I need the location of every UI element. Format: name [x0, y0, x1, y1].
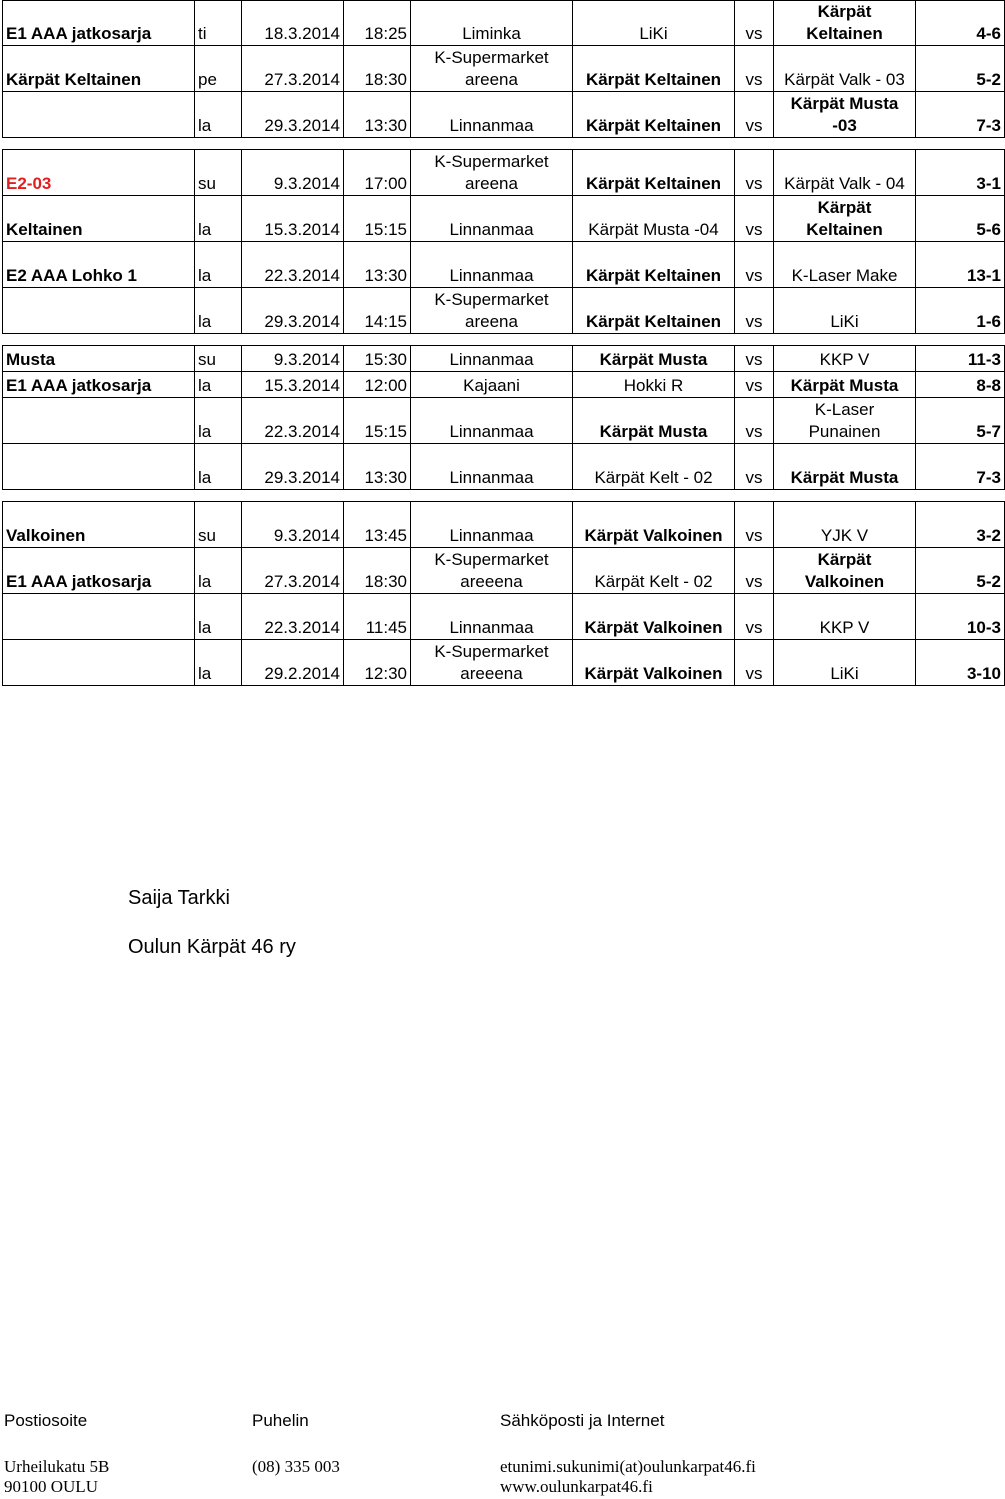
footer-postal-label: Postiosoite: [4, 1411, 88, 1430]
away-team: Kärpät Musta: [774, 444, 916, 490]
score: 11-3: [916, 346, 1005, 372]
vs-label: vs: [735, 242, 774, 288]
match-row: [3, 150, 1005, 196]
match-row: [3, 640, 1005, 686]
home-team: Kärpät Musta -04: [573, 196, 735, 242]
venue: Linnanmaa: [411, 242, 573, 288]
match-time: 15:30: [344, 346, 411, 372]
section-gap: [3, 334, 1005, 346]
team-label: E1 AAA jatkosarja: [3, 548, 195, 594]
team-label: [3, 288, 195, 334]
vs-label: vs: [735, 444, 774, 490]
match-date: 27.3.2014: [242, 46, 344, 92]
score: 4-6: [916, 1, 1005, 46]
footer-address-line1: Urheilukatu 5B: [4, 1457, 110, 1476]
match-date: 22.3.2014: [242, 594, 344, 640]
match-row: [3, 548, 1005, 594]
match-date: 18.3.2014: [242, 1, 344, 46]
venue: Liminka: [411, 1, 573, 46]
away-team: Kärpät Musta: [774, 372, 916, 398]
venue: Linnanmaa: [411, 502, 573, 548]
home-team: Kärpät Musta: [573, 346, 735, 372]
score: 1-6: [916, 288, 1005, 334]
match-time: 17:00: [344, 150, 411, 196]
weekday: la: [195, 372, 242, 398]
match-row: [3, 196, 1005, 242]
home-team: Kärpät Keltainen: [573, 46, 735, 92]
team-label: E1 AAA jatkosarja: [3, 372, 195, 398]
away-team: Kärpät Valk - 04: [774, 150, 916, 196]
match-time: 13:30: [344, 444, 411, 490]
away-team: KKP V: [774, 594, 916, 640]
footer-web: www.oulunkarpat46.fi: [500, 1477, 653, 1496]
match-row: [3, 372, 1005, 398]
team-label: [3, 398, 195, 444]
match-row: [3, 242, 1005, 288]
home-team: LiKi: [573, 1, 735, 46]
score: 7-3: [916, 444, 1005, 490]
match-row: [3, 594, 1005, 640]
team-label: E2 AAA Lohko 1: [3, 242, 195, 288]
match-row: [3, 1, 1005, 46]
match-date: 9.3.2014: [242, 346, 344, 372]
team-label: [3, 92, 195, 138]
weekday: la: [195, 640, 242, 686]
weekday: la: [195, 242, 242, 288]
team-label: Musta: [3, 346, 195, 372]
match-date: 29.3.2014: [242, 92, 344, 138]
match-time: 18:25: [344, 1, 411, 46]
home-team: Kärpät Keltainen: [573, 242, 735, 288]
match-date: 29.3.2014: [242, 288, 344, 334]
match-row: [3, 444, 1005, 490]
vs-label: vs: [735, 640, 774, 686]
vs-label: vs: [735, 548, 774, 594]
team-label: E2-03: [3, 150, 195, 196]
match-date: 22.3.2014: [242, 242, 344, 288]
score: 5-2: [916, 46, 1005, 92]
score: 5-7: [916, 398, 1005, 444]
score: 10-3: [916, 594, 1005, 640]
weekday: la: [195, 444, 242, 490]
venue: Linnanmaa: [411, 594, 573, 640]
vs-label: vs: [735, 92, 774, 138]
weekday: la: [195, 288, 242, 334]
section-gap: [3, 490, 1005, 502]
weekday: su: [195, 502, 242, 548]
vs-label: vs: [735, 398, 774, 444]
weekday: ti: [195, 1, 242, 46]
match-row: [3, 46, 1005, 92]
match-row: [3, 502, 1005, 548]
match-date: 29.3.2014: [242, 444, 344, 490]
home-team: Kärpät Kelt - 02: [573, 548, 735, 594]
signature-org: Oulun Kärpät 46 ry: [128, 936, 296, 958]
score: 7-3: [916, 92, 1005, 138]
home-team: Kärpät Valkoinen: [573, 594, 735, 640]
score: 3-1: [916, 150, 1005, 196]
score: 13-1: [916, 242, 1005, 288]
footer-email: etunimi.sukunimi(at)oulunkarpat46.fi: [500, 1457, 756, 1476]
weekday: pe: [195, 46, 242, 92]
section-gap: [3, 138, 1005, 150]
vs-label: vs: [735, 1, 774, 46]
footer-phone: (08) 335 003: [252, 1457, 340, 1476]
match-date: 9.3.2014: [242, 502, 344, 548]
match-time: 12:30: [344, 640, 411, 686]
team-label: [3, 444, 195, 490]
vs-label: vs: [735, 502, 774, 548]
weekday: la: [195, 92, 242, 138]
match-row: [3, 288, 1005, 334]
score: 5-2: [916, 548, 1005, 594]
vs-label: vs: [735, 594, 774, 640]
venue: K-Supermarket areeena: [411, 640, 573, 686]
footer-contact-label: Sähköposti ja Internet: [500, 1411, 665, 1430]
away-team: Kärpät Valkoinen: [774, 548, 916, 594]
match-time: 13:30: [344, 242, 411, 288]
footer-phone-label: Puhelin: [252, 1411, 309, 1430]
venue: Linnanmaa: [411, 196, 573, 242]
home-team: Kärpät Valkoinen: [573, 502, 735, 548]
home-team: Hokki R: [573, 372, 735, 398]
away-team: LiKi: [774, 288, 916, 334]
away-team: Kärpät Keltainen: [774, 196, 916, 242]
schedule-table: [2, 0, 1005, 686]
venue: K-Supermarket areena: [411, 150, 573, 196]
match-date: 22.3.2014: [242, 398, 344, 444]
weekday: la: [195, 594, 242, 640]
match-time: 13:45: [344, 502, 411, 548]
away-team: Kärpät Musta -03: [774, 92, 916, 138]
away-team: Kärpät Valk - 03: [774, 46, 916, 92]
home-team: Kärpät Keltainen: [573, 288, 735, 334]
match-date: 15.3.2014: [242, 196, 344, 242]
away-team: K-Laser Make: [774, 242, 916, 288]
venue: K-Supermarket areena: [411, 46, 573, 92]
match-time: 13:30: [344, 92, 411, 138]
signature-name: Saija Tarkki: [128, 887, 230, 909]
venue: Linnanmaa: [411, 346, 573, 372]
away-team: LiKi: [774, 640, 916, 686]
home-team: Kärpät Valkoinen: [573, 640, 735, 686]
vs-label: vs: [735, 346, 774, 372]
vs-label: vs: [735, 46, 774, 92]
team-label: Valkoinen: [3, 502, 195, 548]
team-label: [3, 594, 195, 640]
score: 8-8: [916, 372, 1005, 398]
home-team: Kärpät Musta: [573, 398, 735, 444]
match-time: 12:00: [344, 372, 411, 398]
match-time: 15:15: [344, 196, 411, 242]
venue: Linnanmaa: [411, 444, 573, 490]
home-team: Kärpät Kelt - 02: [573, 444, 735, 490]
weekday: su: [195, 346, 242, 372]
weekday: su: [195, 150, 242, 196]
match-date: 27.3.2014: [242, 548, 344, 594]
match-time: 11:45: [344, 594, 411, 640]
away-team: K-Laser Punainen: [774, 398, 916, 444]
footer-address-line2: 90100 OULU: [4, 1477, 98, 1496]
match-time: 15:15: [344, 398, 411, 444]
match-date: 15.3.2014: [242, 372, 344, 398]
home-team: Kärpät Keltainen: [573, 150, 735, 196]
vs-label: vs: [735, 150, 774, 196]
weekday: la: [195, 196, 242, 242]
score: 3-2: [916, 502, 1005, 548]
away-team: YJK V: [774, 502, 916, 548]
match-time: 14:15: [344, 288, 411, 334]
venue: K-Supermarket areena: [411, 288, 573, 334]
team-label: [3, 640, 195, 686]
team-label: Keltainen: [3, 196, 195, 242]
match-row: [3, 346, 1005, 372]
away-team: Kärpät Keltainen: [774, 1, 916, 46]
match-date: 9.3.2014: [242, 150, 344, 196]
match-time: 18:30: [344, 46, 411, 92]
weekday: la: [195, 398, 242, 444]
match-date: 29.2.2014: [242, 640, 344, 686]
venue: Linnanmaa: [411, 398, 573, 444]
vs-label: vs: [735, 196, 774, 242]
away-team: KKP V: [774, 346, 916, 372]
match-row: [3, 92, 1005, 138]
match-time: 18:30: [344, 548, 411, 594]
score: 3-10: [916, 640, 1005, 686]
venue: Kajaani: [411, 372, 573, 398]
vs-label: vs: [735, 372, 774, 398]
team-label: Kärpät Keltainen: [3, 46, 195, 92]
weekday: la: [195, 548, 242, 594]
home-team: Kärpät Keltainen: [573, 92, 735, 138]
team-label: E1 AAA jatkosarja: [3, 1, 195, 46]
match-row: [3, 398, 1005, 444]
venue: Linnanmaa: [411, 92, 573, 138]
venue: K-Supermarket areeena: [411, 548, 573, 594]
score: 5-6: [916, 196, 1005, 242]
vs-label: vs: [735, 288, 774, 334]
